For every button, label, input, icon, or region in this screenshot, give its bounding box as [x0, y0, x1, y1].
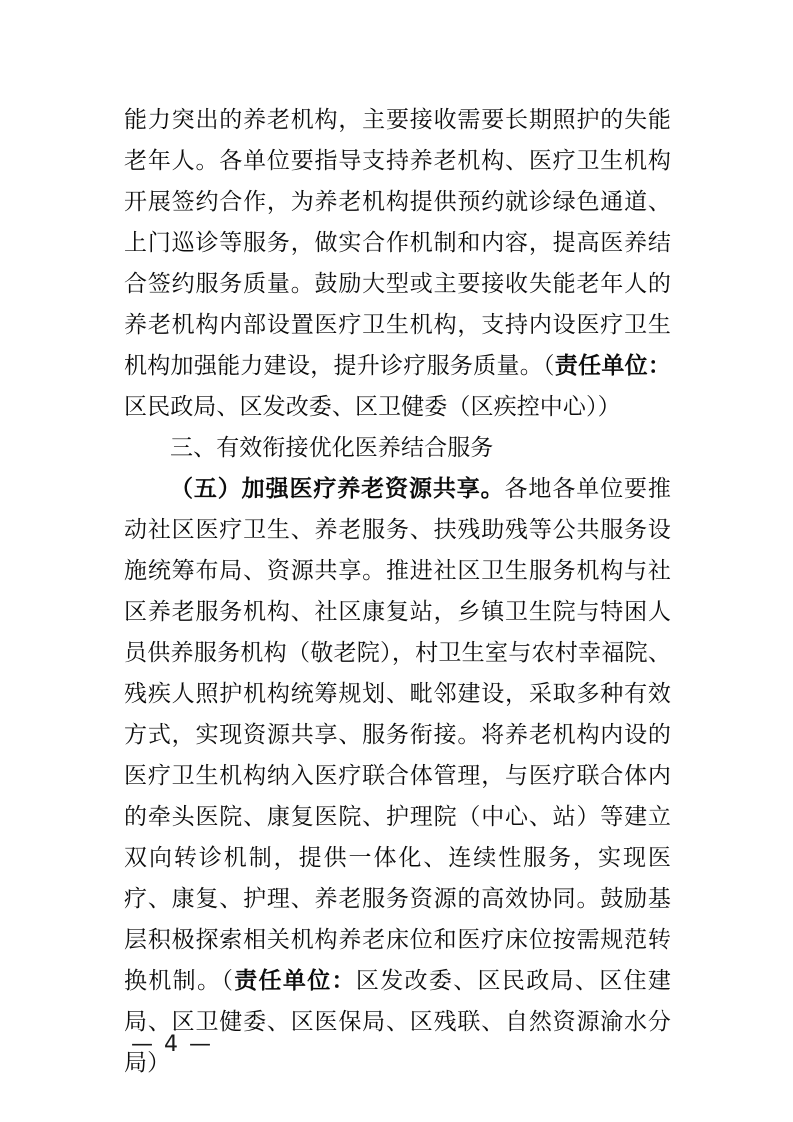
document-body	[124, 100, 671, 1084]
paragraph-continued	[124, 100, 671, 428]
section-heading-3: 三、有效衔接优化医养结合服务	[170, 435, 494, 461]
paragraph-item-5	[124, 469, 671, 1084]
paragraph-text-run: 能力突出的养老机构，主要接收需要长期照护的失能老年人。各单位要指导支持养老机构、医疗卫生机构开展签约合作，为养老机构提供预约就诊绿色通道、上门巡诊等服务，做实合作机制和内容，提高医养结合签约服务质量。鼓励大型或主要接收失能老年人的养老机构内部设置医疗卫生机构，支持内设医疗卫生机构加强能力建设，提升诊疗服务质量。（	[124, 107, 671, 379]
item-5-title: （五）加强医疗养老资源共享。	[170, 476, 505, 502]
page-number: — 4 —	[131, 1032, 213, 1057]
responsible-unit-label: 责任单位：	[234, 968, 356, 994]
paragraph-text-run: 各地各单位要推动社区医疗卫生、养老服务、扶残助残等公共服务设施统筹布局、资源共享。推进社区卫生服务机构与社区养老服务机构、社区康复站，乡镇卫生院与特困人员供养服务机构（敬老院），村卫生室与农村幸福院、残疾人照护机构统筹规划、毗邻建设，采取多种有效方式，实现资源共享、服务衔接。将养老机构内设的医疗卫生机构纳入医疗联合体管理，与医疗联合体内的牵头医院、康复医院、护理院（中心、站）等建立双向转诊机制，提供一体化、连续性服务，实现医疗、康复、护理、养老服务资源的高效协同。鼓励基层积极探索相关机构养老床位和医疗床位按需规范转换机制。（	[124, 476, 671, 994]
responsible-unit-list: 区民政局、区发改委、区卫健委（区疾控中心））	[124, 394, 621, 420]
responsible-unit-list: 区发改委、区民政局、区住建局、区卫健委、区医保局、区残联、自然资源渝水分局）	[124, 968, 672, 1076]
responsible-unit-label: 责任单位：	[554, 353, 672, 379]
